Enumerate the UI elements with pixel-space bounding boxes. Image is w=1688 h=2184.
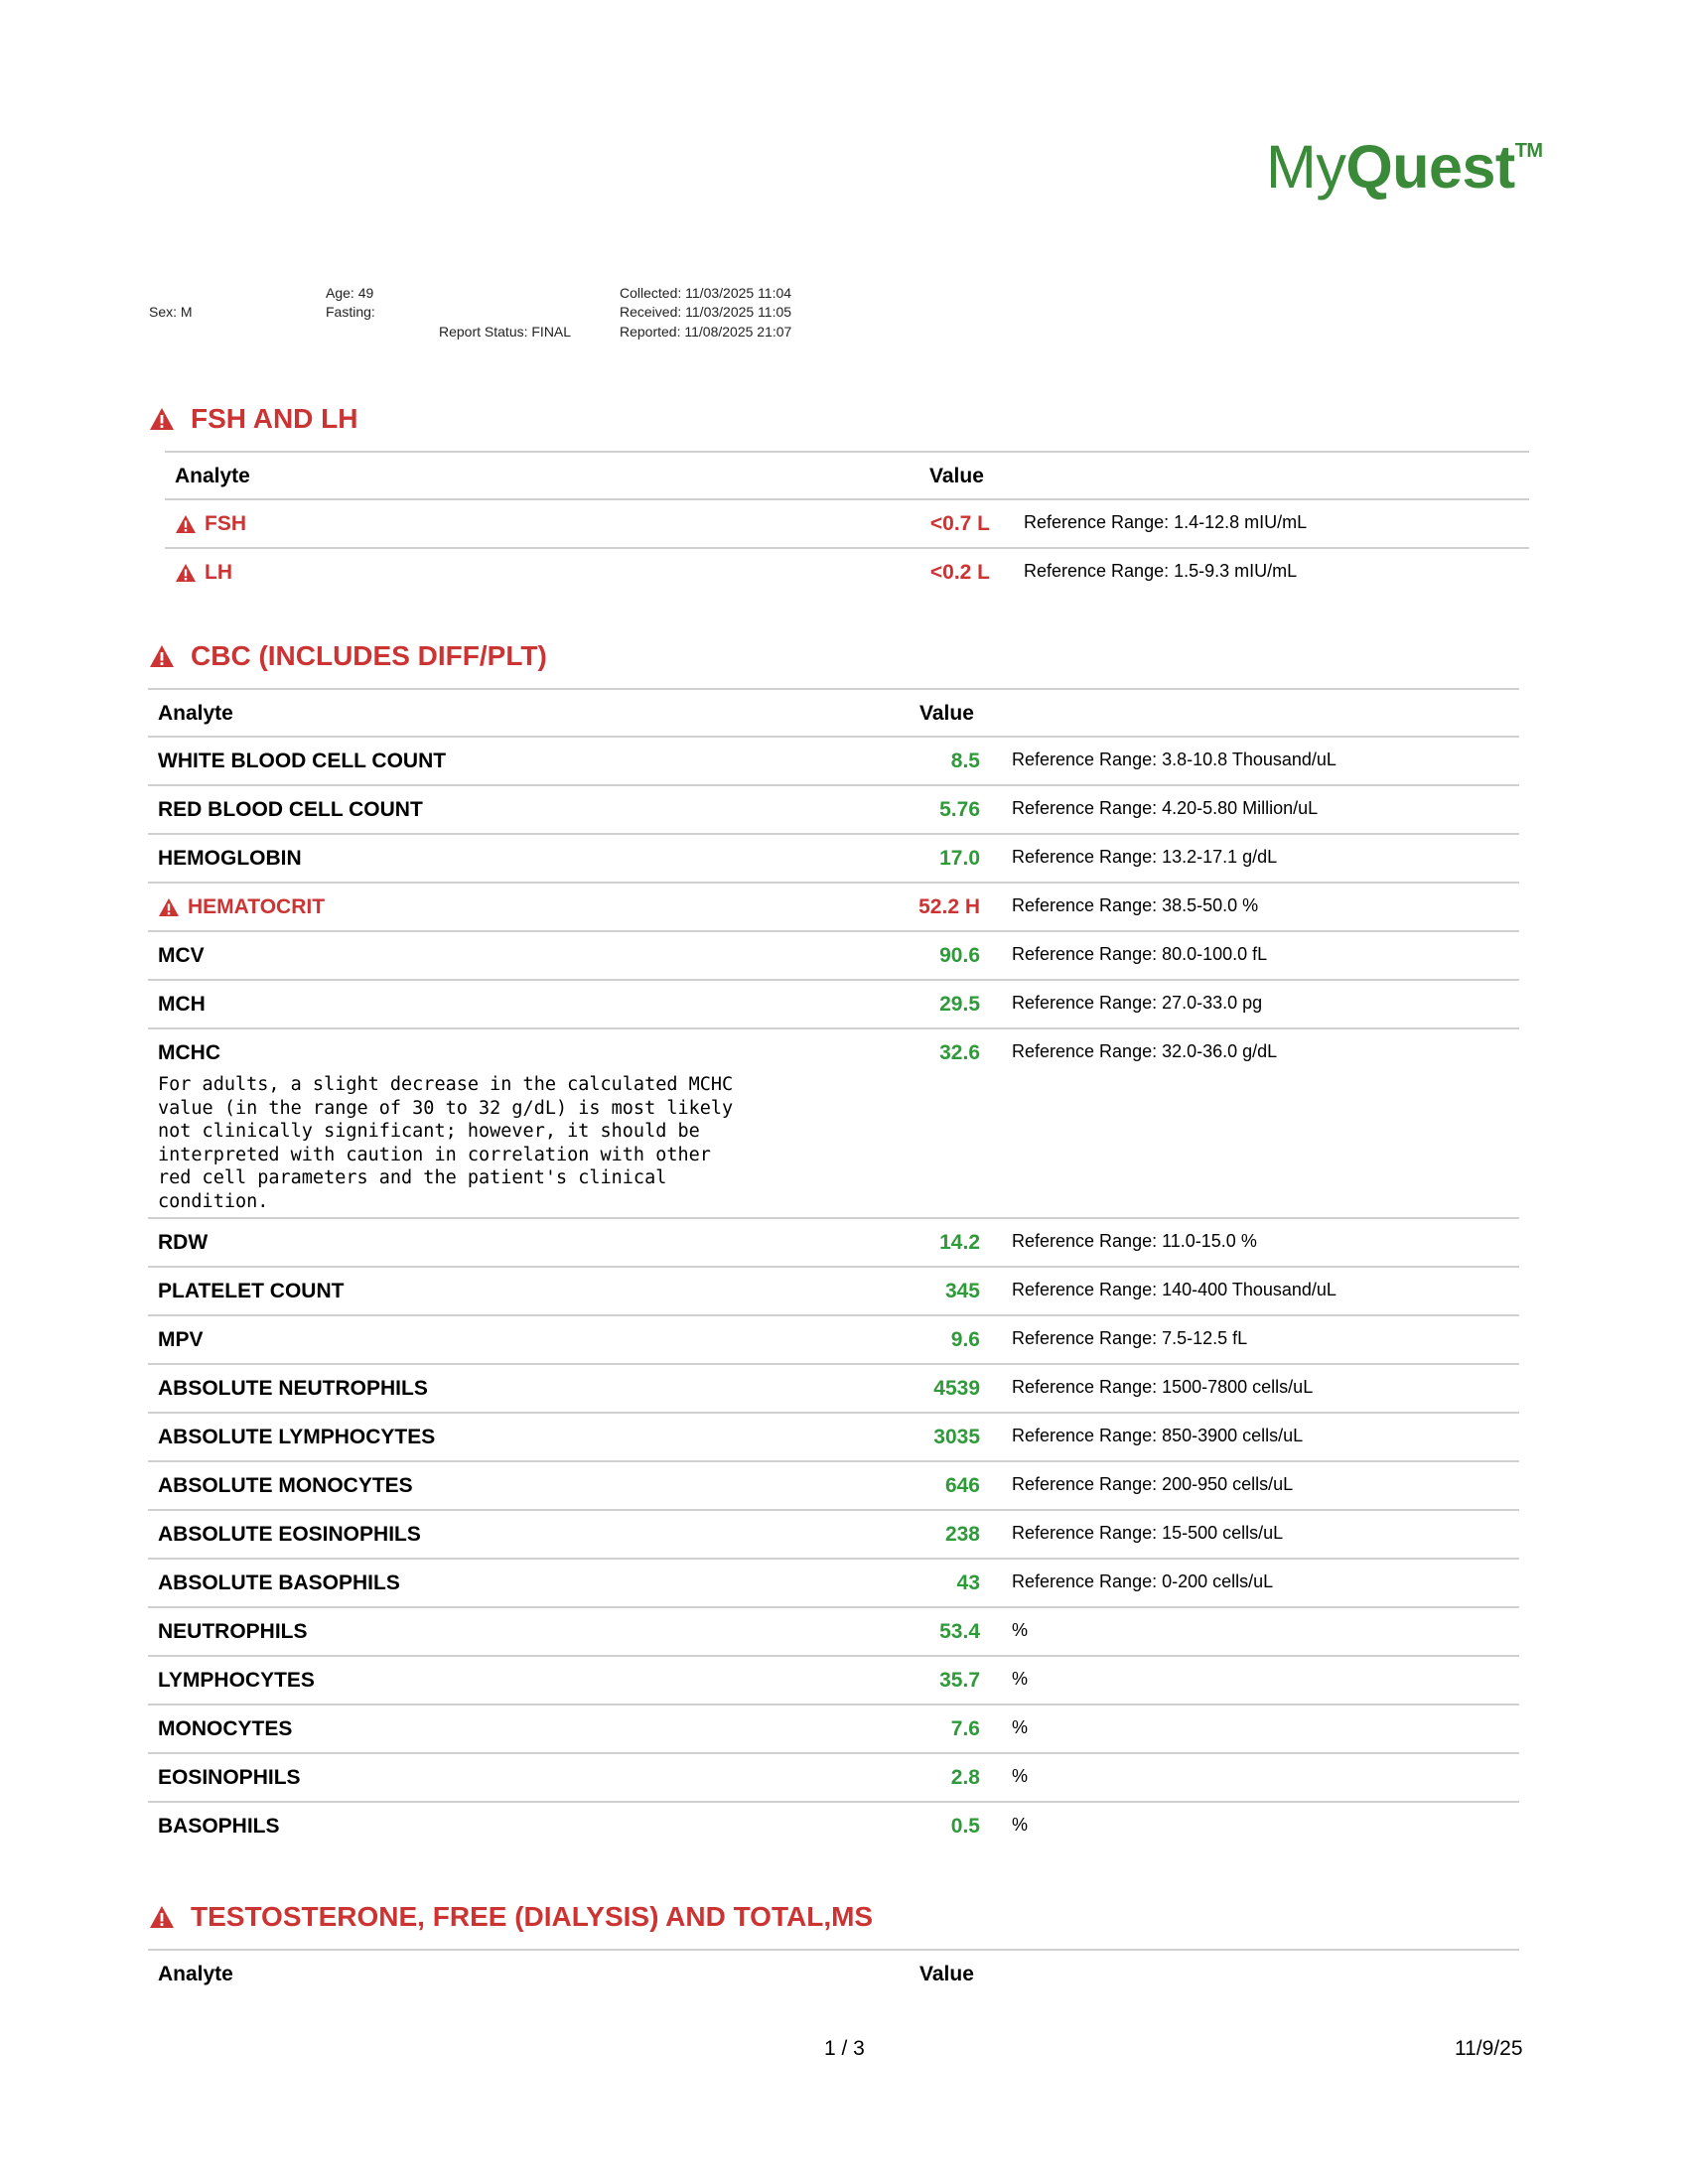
analyte-name-text: ABSOLUTE EOSINOPHILS <box>158 1523 421 1546</box>
analyte-name-text: NEUTROPHILS <box>158 1620 308 1643</box>
table-rule <box>148 1558 1519 1560</box>
reference-range: Reference Range: 13.2-17.1 g/dL <box>1012 847 1278 867</box>
analyte-name-text: RED BLOOD CELL COUNT <box>158 798 423 821</box>
table-rule <box>148 1949 1519 1951</box>
result-value: 7.6 <box>950 1717 980 1740</box>
analyte-name-text: LH <box>205 561 232 584</box>
analyte-name <box>158 1280 344 1303</box>
reference-range: Reference Range: 7.5-12.5 fL <box>1012 1328 1248 1348</box>
result-value: 4539 <box>933 1377 980 1400</box>
reference-range: % <box>1012 1815 1029 1835</box>
result-value: 238 <box>944 1523 980 1546</box>
result-value: 29.5 <box>939 993 980 1016</box>
reference-range: Reference Range: 1.4-12.8 mIU/mL <box>1024 512 1308 532</box>
reference-range: Reference Range: 38.5-50.0 % <box>1012 895 1259 915</box>
table-rule <box>148 784 1519 786</box>
result-value: 646 <box>944 1474 980 1497</box>
table-rule <box>148 1266 1519 1268</box>
reference-range: Reference Range: 4.20-5.80 Million/uL <box>1012 798 1319 818</box>
reference-range: Reference Range: 80.0-100.0 fL <box>1012 944 1268 964</box>
table-rule <box>165 451 1529 453</box>
result-value: 52.2 H <box>918 895 980 918</box>
analyte-name <box>158 1717 292 1741</box>
table-rule <box>165 498 1529 500</box>
reference-range: % <box>1012 1669 1029 1689</box>
result-value: 43 <box>956 1571 980 1594</box>
reference-range: Reference Range: 3.8-10.8 Thousand/uL <box>1012 750 1336 769</box>
analyte-name-text: ABSOLUTE BASOPHILS <box>158 1571 400 1594</box>
analyte-name-text: MONOCYTES <box>158 1717 293 1740</box>
table-rule <box>148 1460 1519 1462</box>
analyte-name-text: PLATELET COUNT <box>158 1280 345 1302</box>
table-rule <box>148 1704 1519 1706</box>
reference-range: % <box>1012 1766 1029 1786</box>
warning-triangle-icon <box>158 897 180 917</box>
analyte-name <box>158 993 206 1017</box>
analyte-name-text: EOSINOPHILS <box>158 1766 301 1789</box>
reference-range: Reference Range: 1.5-9.3 mIU/mL <box>1024 561 1298 581</box>
table-rule <box>148 833 1519 835</box>
result-value: <0.7 L <box>929 512 990 535</box>
reference-range: Reference Range: 1500-7800 cells/uL <box>1012 1377 1314 1397</box>
analyte-name <box>158 750 446 773</box>
received-date: Received: 11/03/2025 11:05 <box>620 304 792 320</box>
analyte-name-text: HEMOGLOBIN <box>158 847 302 870</box>
result-value: 90.6 <box>939 944 980 967</box>
result-value: 32.6 <box>939 1041 980 1064</box>
warning-triangle-icon <box>175 514 197 534</box>
section-title-cbc <box>149 640 547 672</box>
analyte-name <box>175 512 246 536</box>
warning-triangle-icon <box>149 407 175 431</box>
table-rule <box>148 736 1519 738</box>
table-rule <box>148 882 1519 884</box>
table-rule <box>148 1412 1519 1414</box>
reference-range: Reference Range: 0-200 cells/uL <box>1012 1571 1274 1591</box>
analyte-name-text: RDW <box>158 1231 209 1254</box>
table-rule <box>148 930 1519 932</box>
report-status: Report Status: FINAL <box>439 324 572 340</box>
analyte-name-text: FSH <box>205 512 246 535</box>
result-value: 5.76 <box>939 798 980 821</box>
reference-range: % <box>1012 1620 1029 1640</box>
reported-date: Reported: 11/08/2025 21:07 <box>620 324 792 340</box>
analyte-name <box>158 847 302 871</box>
warning-triangle-icon <box>149 1905 175 1929</box>
analyte-name-text: ABSOLUTE NEUTROPHILS <box>158 1377 428 1400</box>
patient-age: Age: 49 <box>326 285 374 301</box>
analyte-name-text: MPV <box>158 1328 204 1351</box>
reference-range: Reference Range: 140-400 Thousand/uL <box>1012 1280 1336 1299</box>
table-rule <box>148 1509 1519 1511</box>
table-rule <box>148 1606 1519 1608</box>
analyte-name <box>158 1231 208 1255</box>
table-rule <box>148 1027 1519 1029</box>
analyte-name-text: ABSOLUTE MONOCYTES <box>158 1474 413 1497</box>
result-value: 0.5 <box>950 1815 980 1838</box>
analyte-name <box>158 1523 421 1547</box>
analyte-name <box>158 1377 428 1401</box>
warning-triangle-icon <box>149 644 175 668</box>
analyte-name <box>158 798 423 822</box>
section-title-text: FSH AND LH <box>191 403 358 434</box>
section-title-fsh-lh <box>149 403 358 435</box>
table-rule <box>148 1217 1519 1219</box>
result-value: 53.4 <box>939 1620 980 1643</box>
column-header-value: Value <box>919 1963 974 1985</box>
collected-date: Collected: 11/03/2025 11:04 <box>620 285 792 301</box>
column-header-value: Value <box>929 465 984 487</box>
logo-my: My <box>1266 133 1346 201</box>
section-title-text: TESTOSTERONE, FREE (DIALYSIS) AND TOTAL,MS <box>191 1901 874 1932</box>
table-rule <box>148 688 1519 690</box>
result-value: 3035 <box>933 1426 980 1448</box>
warning-triangle-icon <box>175 563 197 583</box>
patient-sex: Sex: M <box>149 304 193 320</box>
reference-range: Reference Range: 850-3900 cells/uL <box>1012 1426 1304 1445</box>
table-rule <box>148 1752 1519 1754</box>
table-rule <box>148 1363 1519 1365</box>
reference-range: Reference Range: 32.0-36.0 g/dL <box>1012 1041 1278 1061</box>
table-rule <box>148 1655 1519 1657</box>
reference-range: Reference Range: 15-500 cells/uL <box>1012 1523 1284 1543</box>
analyte-name-text: MCHC <box>158 1041 220 1064</box>
reference-range: Reference Range: 27.0-33.0 pg <box>1012 993 1263 1013</box>
analyte-name <box>158 1620 308 1644</box>
result-value: 8.5 <box>950 750 980 772</box>
analyte-comment: For adults, a slight decrease in the calculated MCHC value (in the range of 30 to 32 g/dL) is most likely not clinically significant; however, it should be interpreted with caution in correlation with other red cell parameters and the patient's clinical condition. <box>158 1074 734 1212</box>
result-value: 35.7 <box>939 1669 980 1692</box>
analyte-name <box>158 895 325 919</box>
column-header-value: Value <box>919 702 974 725</box>
column-header-analyte: Analyte <box>158 702 233 725</box>
result-value: 9.6 <box>950 1328 980 1351</box>
logo-trademark: TM <box>1514 140 1543 162</box>
table-rule <box>148 979 1519 981</box>
reference-range: Reference Range: 200-950 cells/uL <box>1012 1474 1294 1494</box>
analyte-name-text: WHITE BLOOD CELL COUNT <box>158 750 447 772</box>
analyte-name-text: MCV <box>158 944 205 967</box>
analyte-name <box>158 1766 301 1790</box>
analyte-name-text: LYMPHOCYTES <box>158 1669 315 1692</box>
column-header-analyte: Analyte <box>158 1963 233 1985</box>
table-rule <box>148 1314 1519 1316</box>
analyte-name-text: HEMATOCRIT <box>188 895 326 918</box>
analyte-name <box>158 1041 220 1065</box>
section-title-text: CBC (INCLUDES DIFF/PLT) <box>191 640 547 671</box>
analyte-name-text: BASOPHILS <box>158 1815 280 1838</box>
footer-date: 11/9/25 <box>1455 2037 1523 2060</box>
logo-quest: Quest <box>1345 133 1515 201</box>
analyte-name <box>158 1328 204 1352</box>
result-value: 345 <box>944 1280 980 1302</box>
analyte-name <box>158 1571 400 1595</box>
analyte-name <box>158 1426 435 1449</box>
analyte-name <box>158 1669 315 1693</box>
reference-range: Reference Range: 11.0-15.0 % <box>1012 1231 1257 1251</box>
result-value: 2.8 <box>950 1766 980 1789</box>
result-value: <0.2 L <box>929 561 990 584</box>
result-value: 17.0 <box>939 847 980 870</box>
analyte-name <box>175 561 232 585</box>
table-rule <box>148 1801 1519 1803</box>
analyte-name-text: MCH <box>158 993 206 1016</box>
analyte-name <box>158 944 205 968</box>
table-rule <box>165 547 1529 549</box>
myquest-logo <box>1266 133 1543 201</box>
column-header-analyte: Analyte <box>175 465 250 487</box>
section-title-testosterone <box>149 1901 873 1933</box>
analyte-name-text: ABSOLUTE LYMPHOCYTES <box>158 1426 436 1448</box>
page-number: 1 / 3 <box>824 2037 865 2060</box>
analyte-name <box>158 1474 413 1498</box>
analyte-name <box>158 1815 280 1839</box>
result-value: 14.2 <box>939 1231 980 1254</box>
reference-range: % <box>1012 1717 1029 1737</box>
patient-fasting: Fasting: <box>326 304 375 320</box>
